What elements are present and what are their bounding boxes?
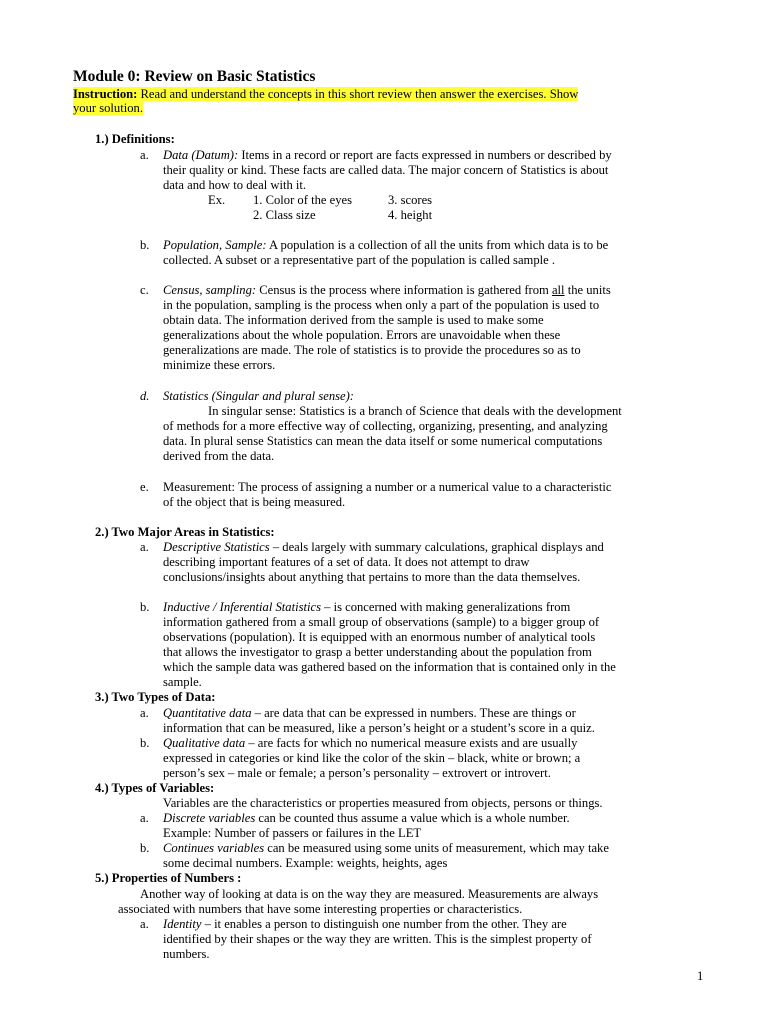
s2-b-text-1: – is concerned with making generalizations from xyxy=(320,600,571,614)
s4-b-text-1: can be measured using some units of measurement, which may take xyxy=(264,841,609,855)
s1-b-text-1: A population is a collection of all the units from which data is to be xyxy=(266,238,609,252)
s2-a-term: Descriptive Statistics xyxy=(163,540,270,554)
s4-b-line-1 xyxy=(163,841,609,856)
s1-b-line-1 xyxy=(163,238,608,253)
s5-a-text-1: – it enables a person to distinguish one number from the other. They are xyxy=(201,917,567,931)
s1-d-letter: d. xyxy=(140,389,150,403)
s1-e-line-2: of the object that is being measured. xyxy=(163,495,346,509)
s3-b-term: Qualitative data xyxy=(163,736,246,750)
s2-a-line-3: conclusions/insights about anything that pertains to more than the data themselves. xyxy=(163,570,581,584)
s2-a-text-1: – deals largely with summary calculations, graphical displays and xyxy=(269,540,604,554)
example-item-2: 2. Class size xyxy=(253,208,316,222)
s2-b-term: Inductive / Inferential Statistics xyxy=(163,600,321,614)
s3-b-line-2: expressed in categories or kind like the color of the skin – black, white or brown; a xyxy=(163,751,581,765)
section-5-heading: 5.) Properties of Numbers : xyxy=(95,871,242,885)
s1-a-line-3: data and how to deal with it. xyxy=(163,178,307,192)
s1-c-term: Census, sampling: xyxy=(163,283,257,297)
section-1-heading: 1.) Definitions: xyxy=(95,132,175,146)
s1-c-underlined-all: all xyxy=(551,283,565,297)
section-4-heading: 4.) Types of Variables: xyxy=(95,781,215,795)
page-number: 1 xyxy=(697,969,704,983)
module-title: Module 0: Review on Basic Statistics xyxy=(73,68,316,85)
s4-a-line-2: Example: Number of passers or failures in the LET xyxy=(163,826,422,840)
s4-b-letter: b. xyxy=(140,841,150,855)
s4-a-line-1 xyxy=(163,811,570,826)
s4-b-line-2: some decimal numbers. Example: weights, heights, ages xyxy=(163,856,448,870)
example-item-1: 1. Color of the eyes xyxy=(253,193,352,207)
s1-d-line-3: data. In plural sense Statistics can mean the data itself or some numerical computations xyxy=(163,434,603,448)
s1-c-line-3: obtain data. The information derived from the sample is used to make some xyxy=(163,313,544,327)
s2-b-line-5: which the sample data was gathered based on the information that is contained only in the xyxy=(163,660,616,674)
s2-b-line-2: information gathered from a small group of observations (sample) to a bigger group of xyxy=(163,615,600,629)
s1-c-line-5: generalizations are made. The role of statistics is to provide the procedures so as to xyxy=(163,343,581,357)
s5-paragraph-line-2: associated with numbers that have some interesting properties or characteristics. xyxy=(118,902,523,916)
s5-a-letter: a. xyxy=(140,917,149,931)
s1-c-line-6: minimize these errors. xyxy=(163,358,276,372)
s1-b-term: Population, Sample: xyxy=(163,238,267,252)
s2-b-line-3: observations (population). It is equipped with an enormous number of analytical tools xyxy=(163,630,596,644)
s1-a-line-1 xyxy=(163,148,612,163)
s4-intro: Variables are the characteristics or properties measured from objects, persons or things. xyxy=(163,796,603,810)
instruction-text-2: your solution. xyxy=(73,101,143,115)
s1-d-term: Statistics (Singular and plural sense): xyxy=(163,389,354,403)
section-3-heading: 3.) Two Types of Data: xyxy=(95,690,216,704)
s1-a-term: Data (Datum): xyxy=(163,148,239,162)
s1-e-line-1: Measurement: The process of assigning a number or a numerical value to a characteristic xyxy=(163,480,612,494)
s3-b-letter: b. xyxy=(140,736,150,750)
s1-d-line-1: In singular sense: Statistics is a branch of Science that deals with the development xyxy=(208,404,622,418)
s1-a-text-1: Items in a record or report are facts expressed in numbers or described by xyxy=(238,148,612,162)
s4-a-term: Discrete variables xyxy=(163,811,256,825)
s3-a-letter: a. xyxy=(140,706,149,720)
s2-b-line-6: sample. xyxy=(163,675,202,689)
s2-b-line-1 xyxy=(163,600,570,615)
s3-b-line-3: person’s sex – male or female; a person’s personality – extrovert or introvert. xyxy=(163,766,551,780)
s3-a-line-1 xyxy=(163,706,576,721)
s3-a-text-1: – are data that can be expressed in numbers. These are things or xyxy=(251,706,576,720)
s3-a-term: Quantitative data xyxy=(163,706,252,720)
s1-b-line-2: collected. A subset or a representative part of the population is called sample . xyxy=(163,253,556,267)
s3-a-line-2: information that can be measured, like a person’s height or a student’s score in a quiz. xyxy=(163,721,595,735)
s5-a-line-2: identified by their shapes or the way they are written. This is the simplest property of xyxy=(163,932,592,946)
s5-paragraph-line-1: Another way of looking at data is on the way they are measured. Measurements are always xyxy=(140,887,599,901)
s5-a-line-3: numbers. xyxy=(163,947,210,961)
s1-c-text-1a: Census is the process where information is gathered from xyxy=(256,283,552,297)
s1-a-letter: a. xyxy=(140,148,149,162)
instruction-label: Instruction: xyxy=(73,87,138,101)
s1-a-line-2: their quality or kind. These facts are called data. The major concern of Statistics is about xyxy=(163,163,609,177)
s3-b-text-1: – are facts for which no numerical measure exists and are usually xyxy=(245,736,578,750)
instruction-text-1: Read and understand the concepts in this short review then answer the exercises. Show xyxy=(137,87,579,101)
s3-b-line-1 xyxy=(163,736,577,751)
s1-e-letter: e. xyxy=(140,480,149,494)
s1-b-letter: b. xyxy=(140,238,150,252)
s2-a-letter: a. xyxy=(140,540,149,554)
section-2-heading: 2.) Two Major Areas in Statistics: xyxy=(95,525,275,539)
s2-b-line-4: that allows the investigator to grasp a better understanding about the population from xyxy=(163,645,592,659)
example-item-3: 3. scores xyxy=(388,193,433,207)
s1-c-line-1 xyxy=(163,283,611,298)
example-item-4: 4. height xyxy=(388,208,433,222)
s4-b-term: Continues variables xyxy=(163,841,265,855)
s1-c-letter: c. xyxy=(140,283,149,297)
s1-d-line-4: derived from the data. xyxy=(163,449,275,463)
s1-d-line-2: of methods for a more effective way of collecting, organizing, presenting, and analyzing xyxy=(163,419,608,433)
s2-a-line-1 xyxy=(163,540,604,555)
s1-c-line-2: in the population, sampling is the process when only a part of the population is used to xyxy=(163,298,600,312)
s1-c-text-1b: the units xyxy=(564,283,611,297)
example-label: Ex. xyxy=(208,193,226,207)
s5-a-line-1 xyxy=(163,917,567,932)
s2-b-letter: b. xyxy=(140,600,150,614)
s4-a-letter: a. xyxy=(140,811,149,825)
instruction-line-1 xyxy=(73,87,578,102)
s4-a-text-1: can be counted thus assume a value which is a whole number. xyxy=(255,811,570,825)
s2-a-line-2: describing important features of a set of data. It does not attempt to draw xyxy=(163,555,530,569)
s1-c-line-4: generalizations about the whole population. Errors are unavoidable when these xyxy=(163,328,561,342)
s5-a-term: Identity xyxy=(163,917,202,931)
instruction-line-2 xyxy=(73,101,143,116)
